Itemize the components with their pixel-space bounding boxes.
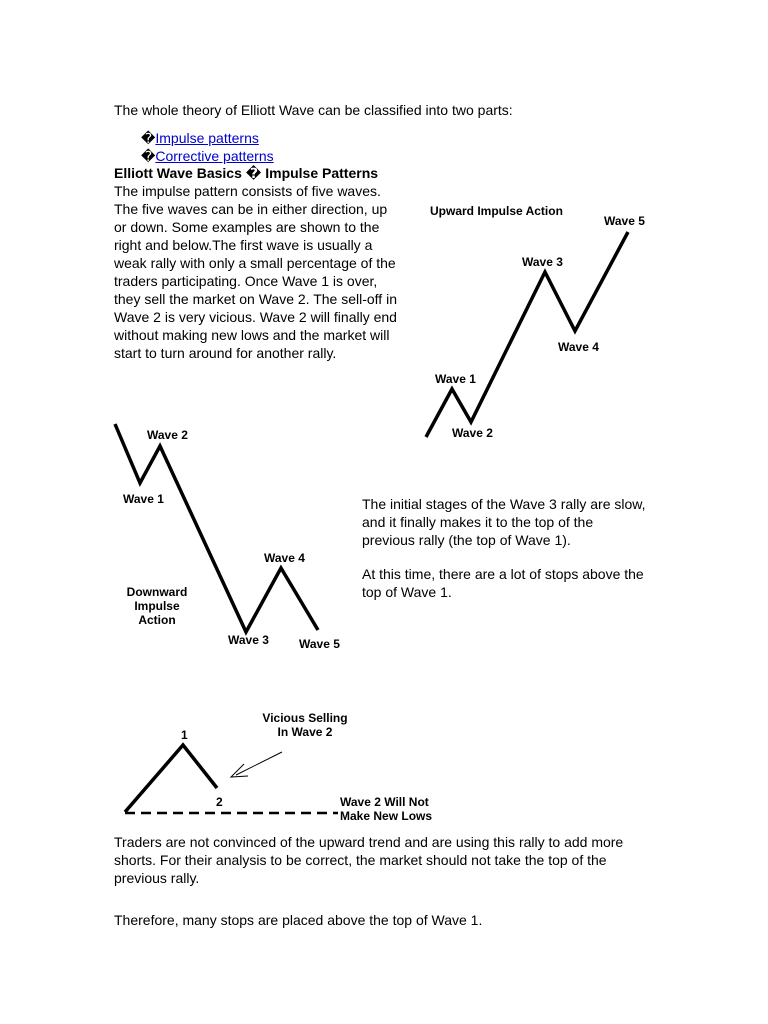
body-line: Wave 2 is very vicious. Wave 2 will finally end (114, 309, 397, 325)
note-line: Wave 2 Will Not (340, 795, 429, 809)
body-line: weak rally with only a small percentage of the (114, 255, 396, 271)
annotation-arrow-line (236, 752, 282, 775)
bullet-glyph: � (141, 130, 156, 146)
annotation-line: Vicious Selling (262, 711, 348, 725)
body-line: right and below.The first wave is usually a (114, 237, 373, 253)
body-line: they sell the market on Wave 2. The sell-off in (114, 291, 397, 307)
upward-wave3-label: Wave 3 (522, 255, 563, 269)
impulse-patterns-link[interactable]: Impulse patterns (155, 130, 259, 146)
downward-wave3-label: Wave 3 (228, 633, 269, 647)
downward-wave1-label: Wave 1 (123, 492, 164, 506)
downward-title-line: Downward (126, 585, 188, 599)
body-line: without making new lows and the market will (114, 327, 390, 343)
selling-note (340, 795, 432, 823)
upward-wave1-label: Wave 1 (435, 372, 476, 386)
upward-wave4-label: Wave 4 (558, 340, 599, 354)
wave3-line: and it finally makes it to the top of the (362, 514, 594, 530)
traders-line: shorts. For their analysis to be correct, the market should not take the top of the (114, 852, 607, 868)
stops-line: top of Wave 1. (362, 584, 452, 600)
traders-line: previous rally. (114, 870, 200, 886)
corrective-patterns-link[interactable]: Corrective patterns (155, 148, 274, 164)
note-line: Make New Lows (340, 809, 433, 823)
bullet-glyph: � (141, 148, 156, 164)
upward-chart-title: Upward Impulse Action (430, 204, 563, 218)
downward-wave5-label: Wave 5 (299, 637, 340, 651)
final-sentence: Therefore, many stops are placed above the top of Wave 1. (114, 912, 483, 928)
wave3-line: The initial stages of the Wave 3 rally are slow, (362, 496, 646, 512)
stops-line: At this time, there are a lot of stops above the (362, 566, 644, 582)
wave3-line: previous rally (the top of Wave 1). (362, 532, 571, 548)
annotation-line: In Wave 2 (277, 725, 333, 739)
downward-title-line: Impulse (134, 599, 180, 613)
body-line: The five waves can be in either direction, up (114, 201, 388, 217)
upward-wave5-label: Wave 5 (604, 214, 645, 228)
body-line: or down. Some examples are shown to the (114, 219, 380, 235)
body-line: The impulse pattern consists of five waves. (114, 183, 381, 199)
selling-annotation (255, 711, 355, 739)
point-2-label: 2 (216, 795, 223, 809)
selling-wave-line (125, 745, 217, 812)
body-line: start to turn around for another rally. (114, 345, 337, 361)
traders-paragraph (114, 833, 674, 887)
intro-text: The whole theory of Elliott Wave can be classified into two parts: (114, 102, 513, 118)
downward-wave4-label: Wave 4 (264, 551, 305, 565)
point-1-label: 1 (181, 728, 188, 742)
traders-line: Traders are not convinced of the upward trend and are using this rally to add more (114, 834, 624, 850)
upward-wave2-label: Wave 2 (452, 426, 493, 440)
downward-wave2-label: Wave 2 (147, 428, 188, 442)
body-line: traders participating. Once Wave 1 is over, (114, 273, 378, 289)
downward-title-line: Action (138, 613, 176, 627)
section-heading: Elliott Wave Basics � Impulse Patterns (114, 165, 379, 181)
